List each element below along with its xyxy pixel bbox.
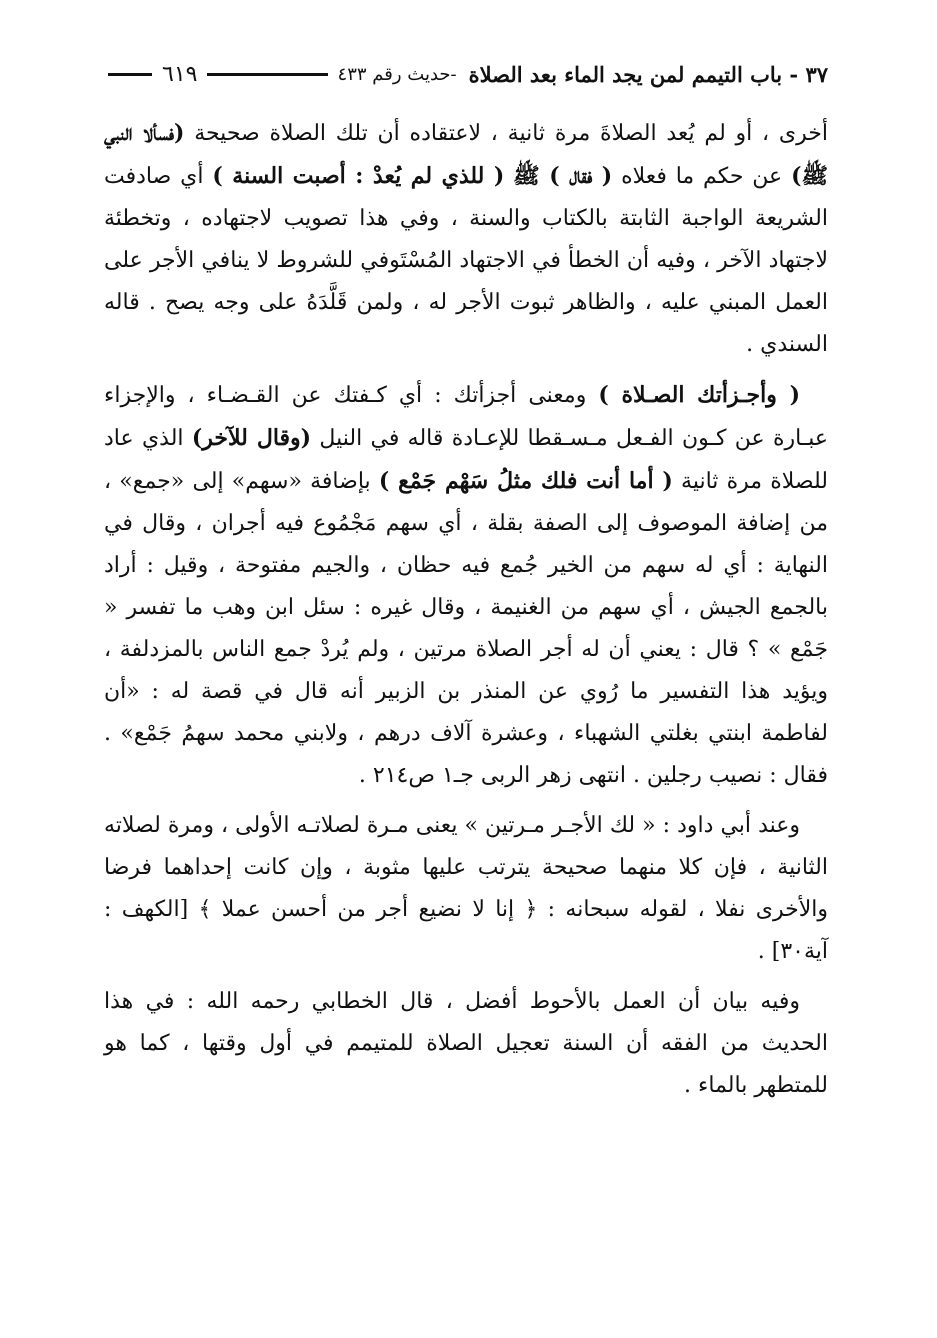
text-run: الذي عاد للصلاة مرة ثانية xyxy=(104,426,828,494)
text-run: أي صادفت الشريعة الواجبة الثابتة بالكتاب والسنة ، وفي هذا تصويب لاجتهاده ، وتخطئة لاجتهاد الآخر ، وفيه أن الخطأ في الاجتهاد المُسْتَوفي للشروط لا ينافي الأجر على العمل المبني عليه ، والظاهر ثبوت الأجر له ، ولمن قَلَّدَهُ على وجه يصح . قاله السندي . xyxy=(104,164,828,357)
chapter-title: ٣٧ - باب التيمم لمن يجد الماء بعد الصلاة xyxy=(468,61,828,87)
bold-quote: (وقال للآخر) xyxy=(191,425,312,451)
hadith-reference: -حديث رقم ٤٣٣ xyxy=(337,63,457,85)
bold-quote: (فسألا النبي ﷺ) xyxy=(104,120,829,189)
main-text xyxy=(104,112,828,1107)
bold-quote: ( فقال ) ﷺ xyxy=(513,163,613,189)
paragraph-2 xyxy=(104,374,828,797)
header-dash xyxy=(108,73,152,76)
text-run: ومعنى أجزأتك : أي كـفتك عن القـضـاء ، والإجزاء عبـارة عن كـون الفـعل مـسـقطا للإعـادة قاله في النيل xyxy=(104,383,829,451)
paragraph-3: وعند أبي داود : « لك الأجـر مـرتين » يعنى مـرة لصلاتـه الأولى ، ومرة لصلاته الثانية ، فإن كلا منهما صحيحة يترتب عليها مثوبة ، وإن كانت إحداهما فرضا والأخرى نفلا ، لقوله سبحانه : ﴿ إنا لا نضيع أجر من أحسن عملا ﴾ [الكهف : آية٣٠] . xyxy=(104,813,828,964)
text-run: بإضافة «سهم» إلى «جمع» ، من إضافة الموصوف إلى الصفة بقلة ، أي سهم مَجْمُوع فيه أجران ، وقال في النهاية : أي له سهم من الخير جُمع فيه حظان ، والجيم مفتوحة ، وقيل : أراد بالجمع الجيش ، أي سهم من الغنيمة ، وقال غيره : سئل ابن وهب ما تفسر « جَمْع » ؟ قال : يعني أن له أجر الصلاة مرتين ، ولم يُردْ جمع الناس بالمزدلفة ، ويؤيد هذا التفسير ما رُوي عن المنذر بن الزبير أنه قال في قصة له : «أن لفاطمة ابنتي بغلتي الشهباء ، وعشرة آلاف درهم ، ولابني محمد سهمُ جَمْع» . فقال : نصيب رجلين . انتهى زهر الربى جـ١ ص٢١٤ . xyxy=(104,469,828,788)
paragraph-4: وفيه بيان أن العمل بالأحوط أفضل ، قال الخطابي رحمه الله : في هذا الحديث من الفقه أن السنة تعجيل الصلاة للمتيمم في أول وقتها ، كما هو للمتطهر بالماء . xyxy=(104,989,828,1098)
page-number: ٦١٩ xyxy=(162,61,198,87)
paragraph-1 xyxy=(104,112,828,366)
bold-quote: ( وأجـزأتك الصـلاة ) xyxy=(598,382,800,408)
header-rule xyxy=(207,73,327,76)
bold-quote: ( أما أنت فلك مثلُ سَهْم جَمْع ) xyxy=(378,468,673,494)
text-run: عن حكم ما فعلاه xyxy=(621,164,783,189)
text-run: أخرى ، أو لم يُعد الصلاةَ مرة ثانية ، لاعتقاده أن تلك الصلاة صحيحة xyxy=(194,121,828,146)
running-header xyxy=(108,52,828,96)
bold-quote: ( للذي لم يُعدْ : أصبت السنة ) xyxy=(212,163,505,189)
